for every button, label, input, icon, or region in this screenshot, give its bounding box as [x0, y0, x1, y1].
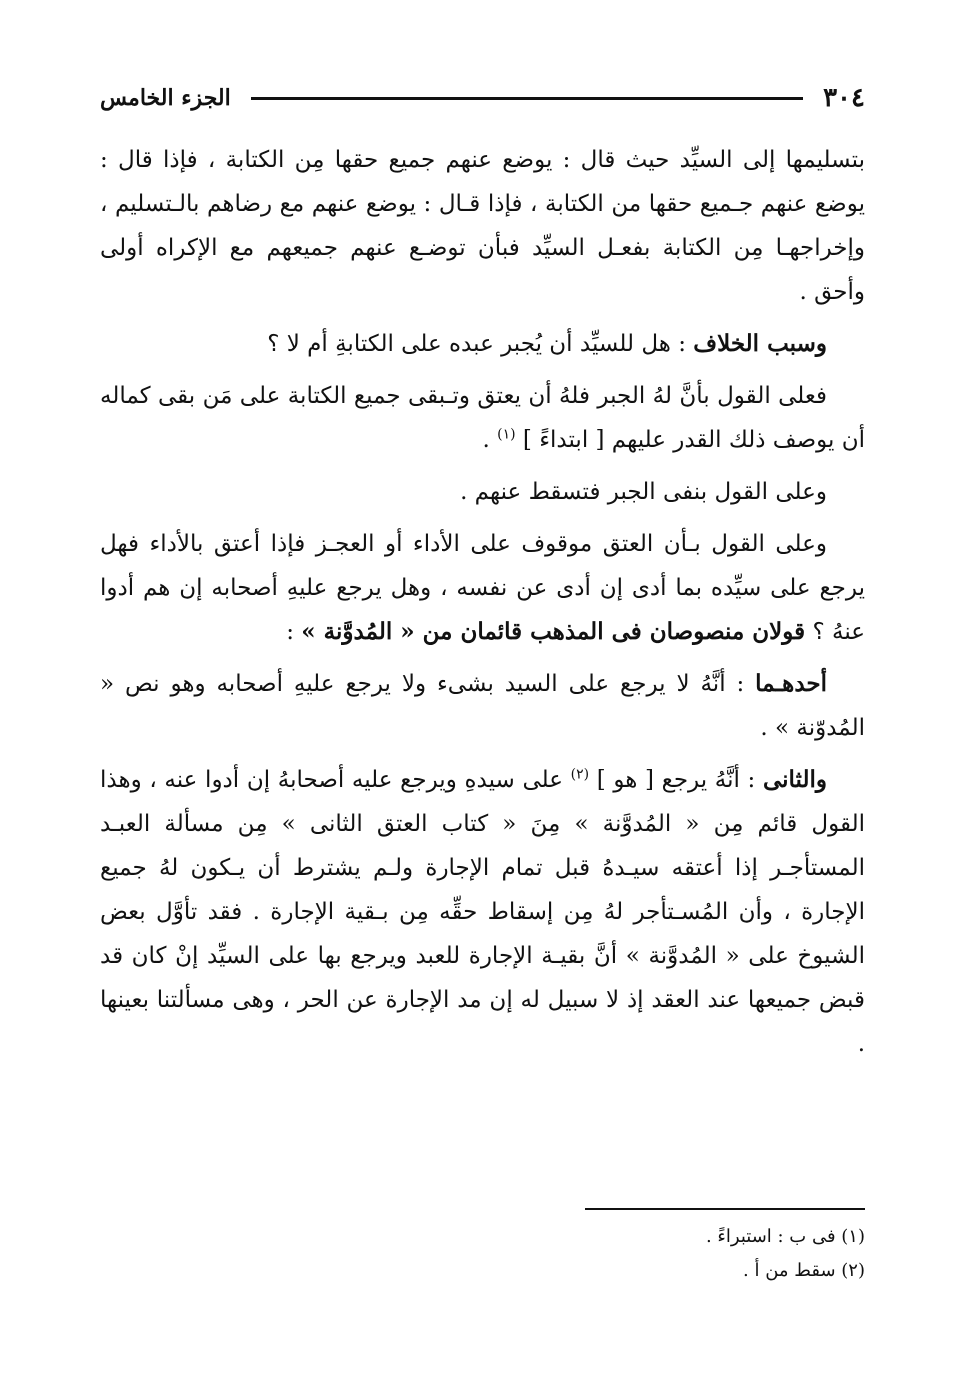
header-rule [251, 97, 803, 100]
paragraph-3-end: . [482, 427, 498, 453]
footnote-1: (١) فى ب : استبراءً . [705, 1226, 865, 1247]
reason-heading: وسبب الخلاف [693, 330, 827, 357]
first-opinion-heading: أحدهـما [755, 670, 827, 697]
paragraph-7-text-b: على سيدهِ ويرجع عليه أصحابهُ إن أدوا عنه ، وهذا القول قائم مِن « المُدوَّنة » مِنَ « كتاب العتق الثانى » مِن مسألة العبـد المستأجـر إذا أعتقه سيـدهُ قبل تمام الإجارة ولـم يشترط أن يـكون لهُ جميع الإجارة ، وأن المُسـتأجر لهُ مِن إسقاط حقِّه مِن بـقية الإجارة . فقد تأوَّل بعض الشيوخ على « المُدوَّنة » أنَّ بقيـة الإجارة للعبد ويرجع بها على السيِّد إنْ كان قد قبض جميعها عند العقد إذ لا سبيل له إن مد الإجارة عن الحر ، وهى مسألتنا بعينها . [100, 767, 865, 1057]
paragraph-5 [100, 522, 865, 654]
footnote-rule [585, 1208, 865, 1210]
paragraph-3-text: فعلى القول بأنَّ لهُ الجبر فلهُ أن يعتق وتـبقى جميع الكتابة على مَن بقى كماله أن يوصف ذلك القدر عليهم [ ابتداءً ] [100, 383, 865, 453]
running-head: الجزء الخامس [100, 85, 231, 111]
paragraph-6-text: : أنَّهُ لا يرجع على السيد بشىء ولا يرجع عليهِ أصحابه وهو نص « المُدوّنة » . [100, 671, 865, 741]
page-header [100, 78, 865, 118]
paragraph-3 [100, 374, 865, 462]
footnote-ref-1: (١) [497, 426, 516, 443]
paragraph-2-text: : هل للسيِّد أن يُجبر عبده على الكتابةِ أم لا ؟ [267, 331, 694, 357]
footnotes [400, 1220, 865, 1288]
footnote-2: (٢) سقط من أ . [743, 1260, 865, 1281]
paragraph-7-text-a: : أنَّهُ يرجع [ هو ] [589, 767, 763, 793]
paragraph-2 [100, 322, 865, 366]
page-number: ٣٠٤ [823, 83, 865, 113]
two-opinions-phrase: قولان منصوصان فى المذهب قائمان من « المُدوَّنة » [301, 618, 806, 645]
second-opinion-heading: والثانى [762, 766, 827, 793]
paragraph-5-text: وعلى القول بـأن العتق موقوف على الأداء أو العجـز فإذا أعتق بالأداء فهل يرجع على سيِّده بما أدى إن أدى عن نفسه ، وهل يرجع عليهِ أصحابه إن هم أدوا عنهُ ؟ [100, 531, 865, 645]
paragraph-7 [100, 758, 865, 1066]
paragraph-6 [100, 662, 865, 750]
main-text [100, 138, 865, 1074]
paragraph-4: وعلى القول بنفى الجبر فتسقط عنهم . [460, 479, 827, 505]
footnote-ref-2: (٢) [570, 766, 590, 783]
paragraph-1: بتسليمها إلى السيِّد حيث قال : يوضع عنهم جميع حقها مِن الكتابة ، فإذا قال : يوضع عنهم جـميع حقها من الكتابة ، فإذا قـال : يوضع عنهم مع رضاهم بالـتسليم ، وإخراجهـا مِن الكتابة بفعـل السيِّد فبأن توضـع عنهم جميعهم مع الإكراه أولى وأحق . [100, 147, 865, 305]
paragraph-5-end: : [286, 619, 302, 645]
